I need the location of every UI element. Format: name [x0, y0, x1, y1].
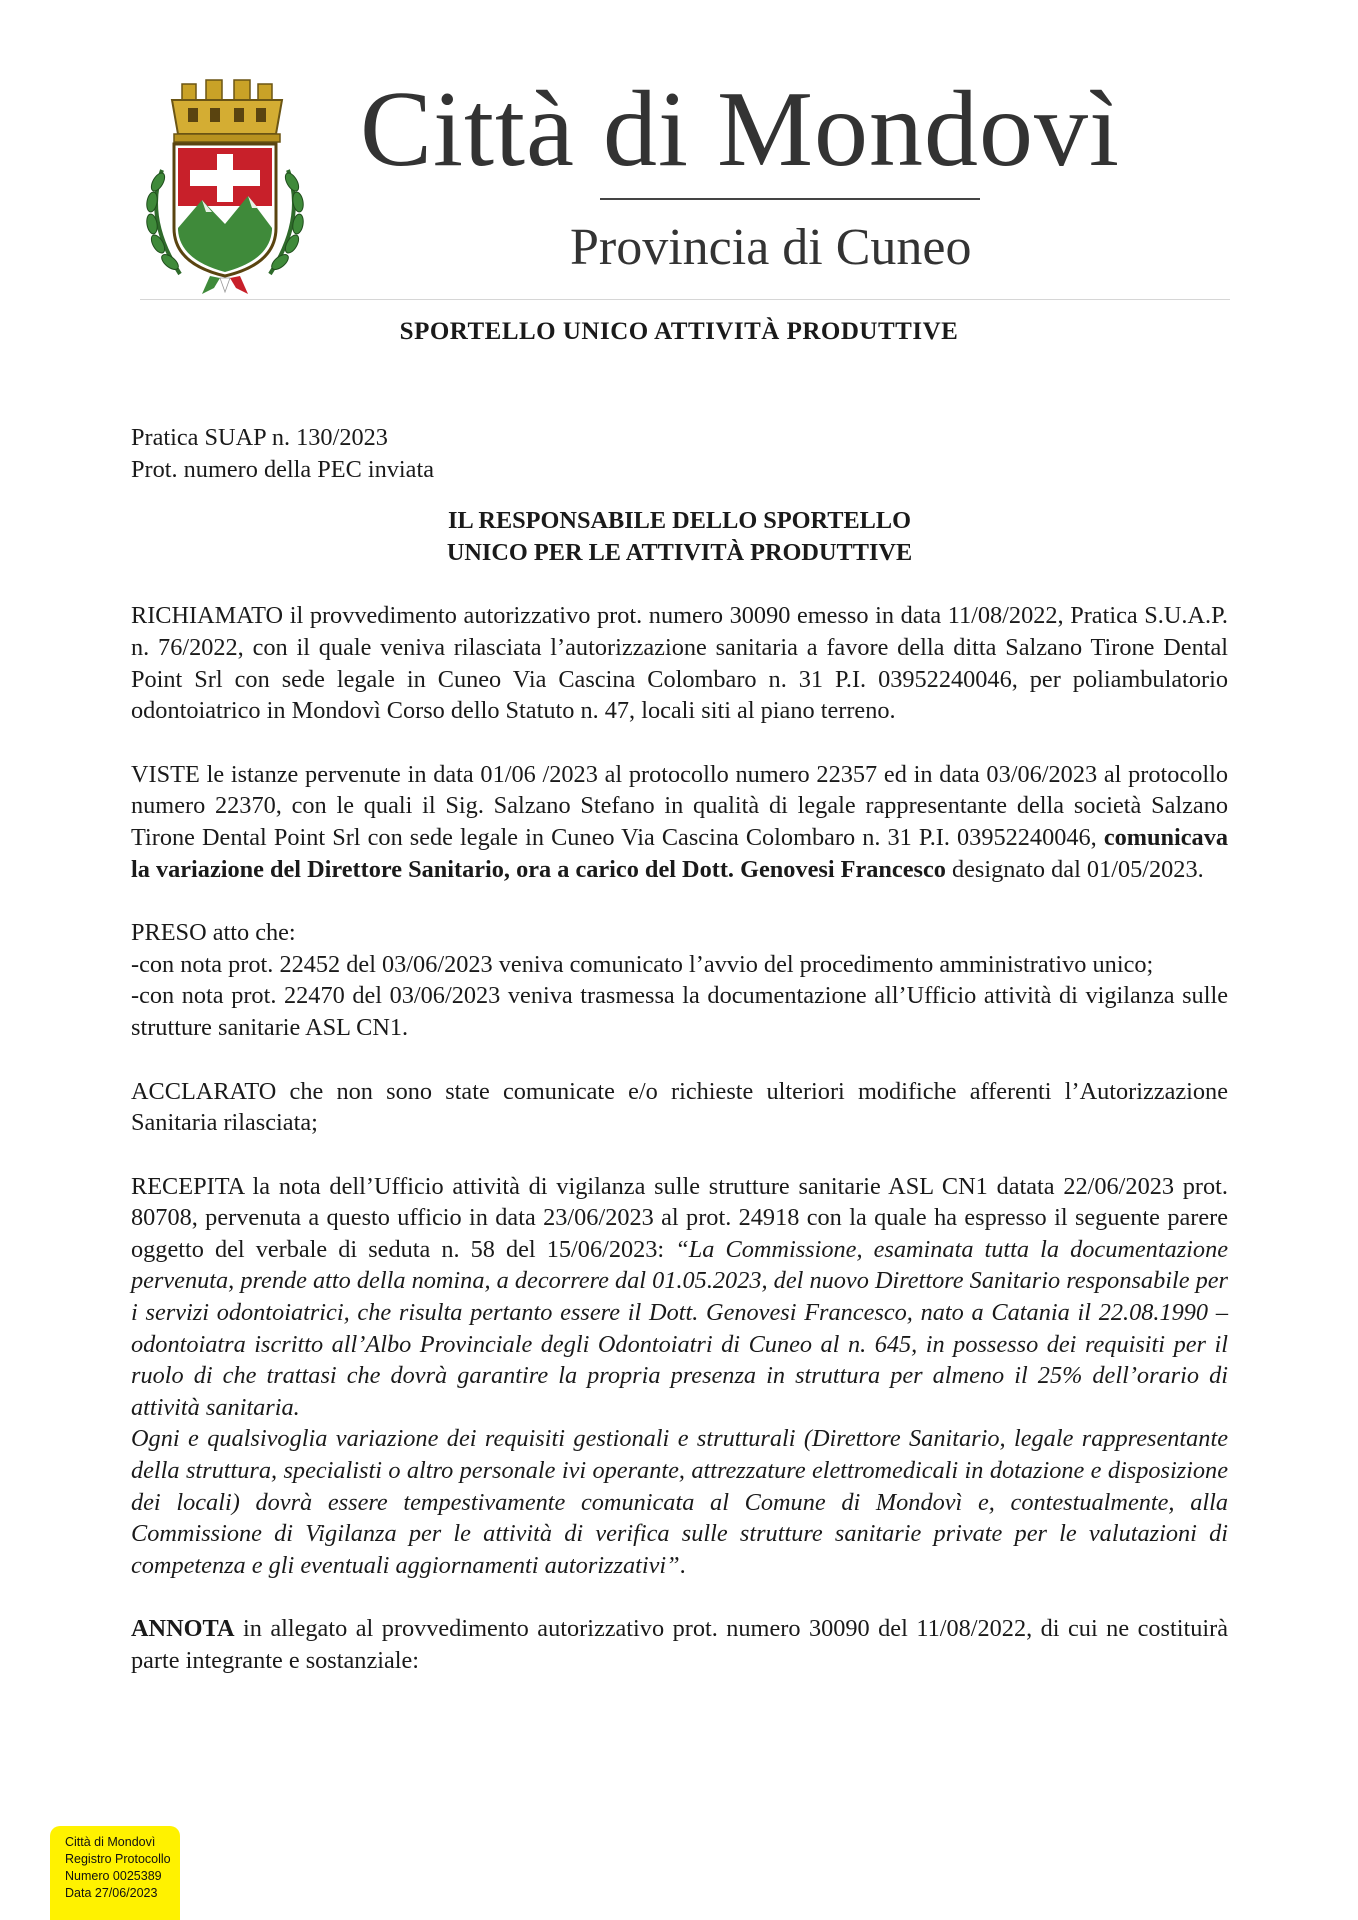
annota-paragraph: [131, 1613, 1228, 1676]
crown-icon: [172, 80, 282, 142]
recepita-quote: “La Commissione, esaminata tutta la documentazione pervenuta, prende atto della nomina, a decorrere dal 01.05.2023, del nuovo Direttore Sanitario responsabile per i servizi odontoiatrici, che risulta pertanto essere il Dott. Genovesi Francesco, nato a Catania il 22.08.1990 – odontoiatra iscritto all’Albo Provinciale degli Odontoiatri di Cuneo al n. 645, in possesso dei requisiti per il ruolo di che trattasi che dovrà garantire la propria presenza in struttura per almeno il 25% dell’orario di attività sanitaria.: [131, 1235, 1229, 1421]
protocol-stamp: [50, 1826, 180, 1920]
acclarato-paragraph: ACCLARATO che non sono state comunicate e/o richieste ulteriori modifiche afferenti l’Autorizzazione Sanitaria rilasciata;: [131, 1077, 1228, 1137]
coat-of-arms-icon: [140, 78, 310, 296]
stamp-line-2: Registro Protocollo: [65, 1852, 171, 1866]
richiamato-paragraph: RICHIAMATO il provvedimento autorizzativo prot. numero 30090 emesso in data 11/08/2022, Pratica S.U.A.P. n. 76/2022, con il quale veniva rilasciata l’autorizzazione sanitaria a favore della ditta Salzano Tirone Dental Point Srl con sede legale in Cuneo Via Cascina Colombaro n. 31 P.I. 03952240046, per poliambulatorio odontoiatrico in Mondovì Corso dello Statuto n. 47, locali siti al piano terreno.: [131, 602, 1228, 725]
preso-intro: PRESO atto che:: [131, 919, 296, 947]
viste-bold-text: comunicava la variazione del Direttore Sanitario, ora a carico del Dott. Genovesi Francesco: [131, 823, 1228, 883]
viste-end-text: designato dal 01/05/2023.: [945, 855, 1204, 883]
pratica-number: Pratica SUAP n. 130/2023: [131, 424, 388, 451]
shield-icon: [174, 144, 276, 276]
title-divider: [600, 198, 980, 200]
recepita-quote-2: Ogni e qualsivoglia variazione dei requisiti gestionali e strutturali (Direttore Sanitario, legale rappresentante della struttura, specialisti o altro personale ivi operante, attrezzature elettromedicali in dotazione e disposizione dei locali) dovrà essere tempestivamente comunicata al Comune di Mondovì e, contestualmente, alla Commissione di Vigilanza per le attività di verifica sulle strutture sanitarie private per le valutazioni di competenza e gli eventuali aggiornamenti autorizzativi”: [131, 1425, 1228, 1579]
stamp-line-3: Numero 0025389: [65, 1869, 162, 1883]
preso-item-1: -con nota prot. 22452 del 03/06/2023 veniva comunicato l’avvio del procedimento amministrativo unico;: [131, 950, 1154, 978]
document-body: [131, 422, 1228, 1677]
header-divider: [140, 299, 1230, 300]
recepita-quote-continued: [131, 1423, 1228, 1581]
city-name: Città di Mondovì: [360, 70, 1121, 189]
province-name: Provincia di Cuneo: [570, 219, 972, 276]
stamp-line-1: Città di Mondovì: [65, 1835, 156, 1849]
document-title-line1: IL RESPONSABILE DELLO SPORTELLO: [448, 507, 911, 535]
viste-paragraph: [131, 759, 1228, 885]
preso-item-2: -con nota prot. 22470 del 03/06/2023 veniva trasmessa la documentazione all’Ufficio attività di vigilanza sulle strutture sanitarie ASL CN1.: [131, 982, 1228, 1041]
letterhead: [0, 0, 1358, 310]
document-title-line2: UNICO PER LE ATTIVITÀ PRODUTTIVE: [446, 538, 913, 566]
office-heading: SPORTELLO UNICO ATTIVITÀ PRODUTTIVE: [399, 318, 959, 345]
recepita-text: RECEPITA la nota dell’Ufficio attività di vigilanza sulle strutture sanitarie ASL CN1 datata 22/06/2023 prot. 80708, pervenuta a questo ufficio in data 23/06/2023 al prot. 24918 con la quale ha espresso il seguente parere oggetto del verbale di seduta n. 58 del 15/06/2023:: [131, 1172, 1228, 1263]
stamp-line-4: Data 27/06/2023: [65, 1886, 158, 1900]
protocol-reference: Prot. numero della PEC inviata: [131, 455, 434, 483]
annota-text: in allegato al provvedimento autorizzativo prot. numero 30090 del 11/08/2022, di cui ne costituirà parte integrante e sostanziale:: [131, 1615, 1228, 1674]
ribbon-icon: [202, 276, 248, 294]
viste-text: VISTE le istanze pervenute in data 01/06 /2023 al protocollo numero 22357 ed in data 03/06/2023 al protocollo numero 22370, con le quali il Sig. Salzano Stefano in qualità di legale rappresentante della società Salzano Tirone Dental Point Srl con sede legale in Cuneo Via Cascina Colombaro n. 31 P.I. 03952240046,: [131, 760, 1228, 851]
recepita-end: .: [679, 1551, 686, 1579]
recepita-paragraph: [131, 1171, 1228, 1424]
annota-bold: ANNOTA: [131, 1615, 235, 1643]
